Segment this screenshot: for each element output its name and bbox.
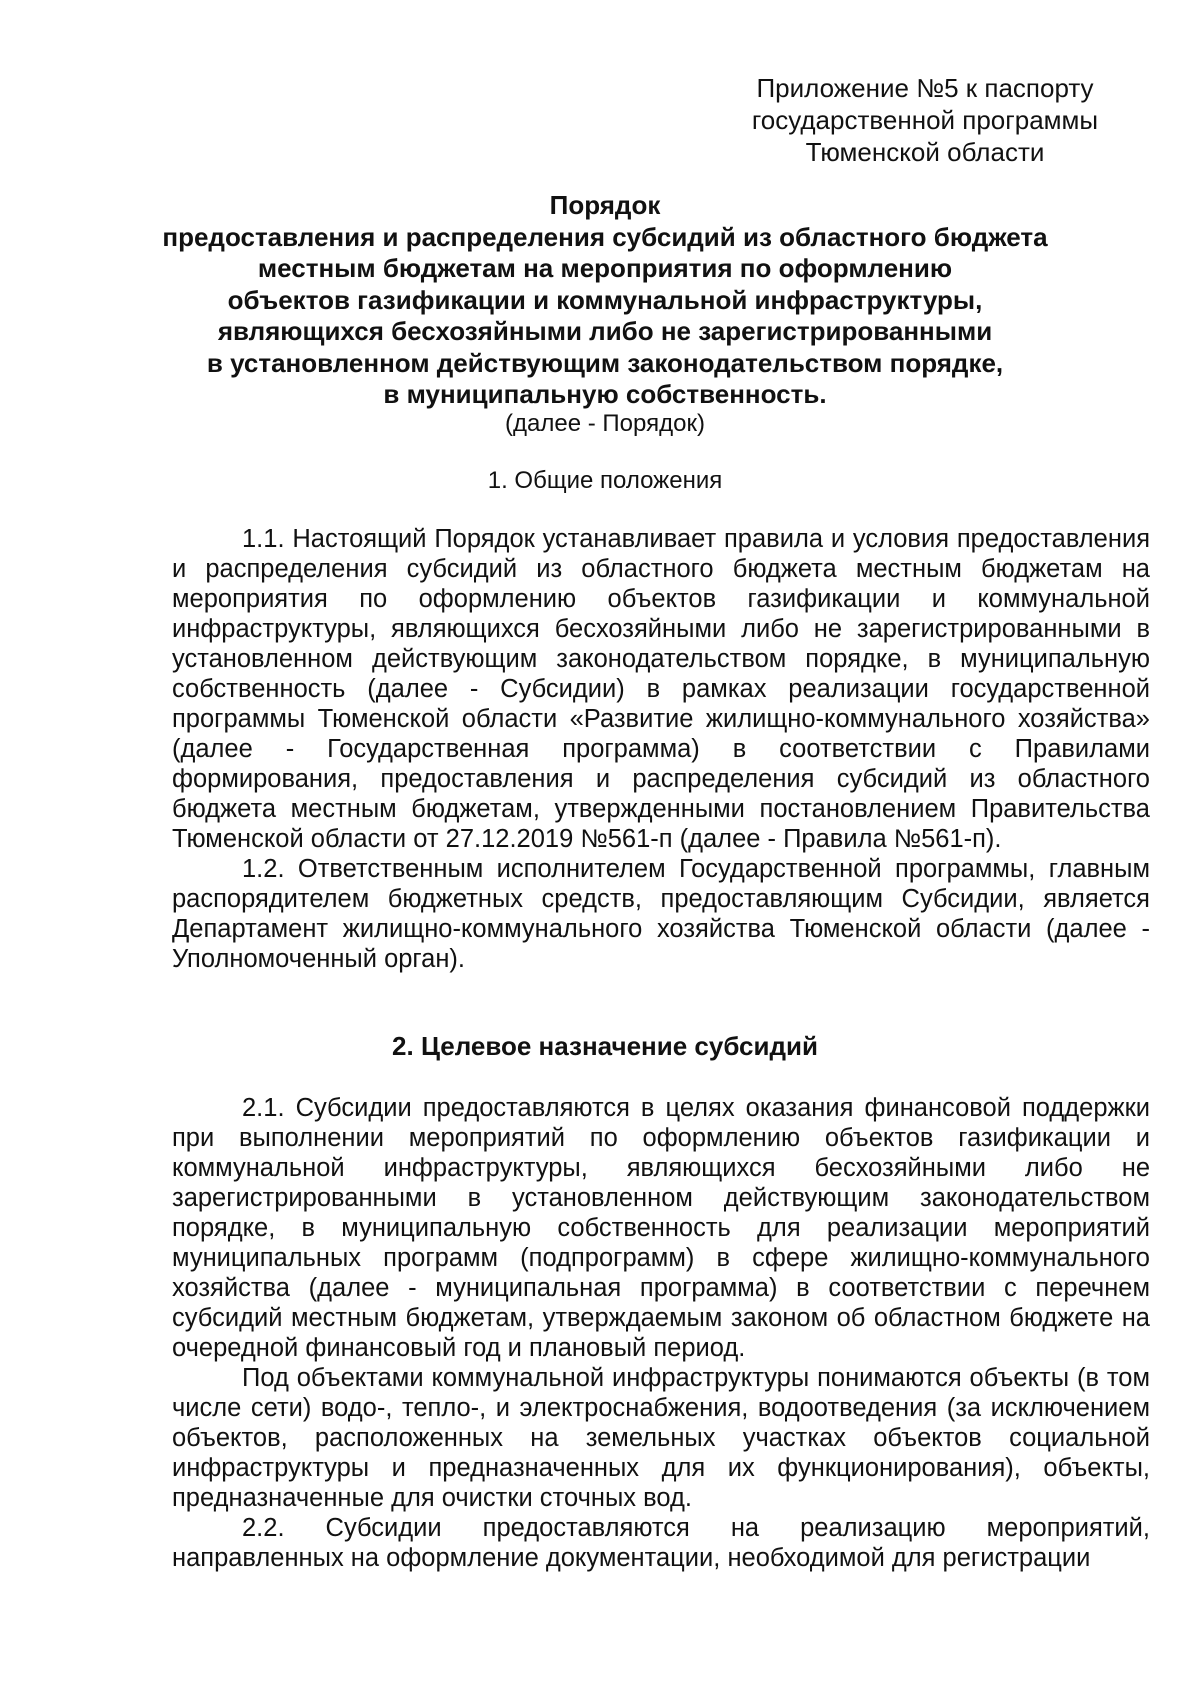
title-line-7: в муниципальную собственность. (383, 379, 827, 409)
title-line-6: в установленном действующим законодательством порядке, (206, 347, 1004, 378)
document-title (140, 190, 1070, 411)
section-1-heading: 1. Общие положения (487, 467, 723, 494)
title-line-2: предоставления и распределения субсидий из областного бюджета (162, 221, 1048, 252)
title-line-5: являющихся бесхозяйными либо не зарегистрированными (217, 316, 993, 346)
title-line-1: Порядок (549, 190, 661, 220)
document-subtitle: (далее - Порядок) (505, 410, 705, 437)
annex-line-1: Приложение №5 к паспорту (756, 73, 1094, 103)
paragraph-2-1: 2.1. Субсидии предоставляются в целях оказания финансовой поддержки при выполнении мероприятий по оформлению объектов газификации и коммунальной инфраструктуры, являющихся бесхозяйными либо не зарегистрированными в установленном действующим законодательством порядке, в муниципальную собственность для реализации мероприятий муниципальных программ (подпрограмм) в сфере жилищно-коммунального хозяйства (далее - муниципальная программа) в соответствии с перечнем субсидий местным бюджетам, утверждаемым законом об областном бюджете на очередной финансовый год и плановый период. (172, 1094, 1150, 1362)
annex-line-3: Тюменской области (805, 137, 1045, 167)
annex-line-2: государственной программы (751, 105, 1099, 135)
title-line-4: объектов газификации и коммунальной инфраструктуры, (227, 284, 983, 315)
section-1-body (172, 524, 1150, 974)
paragraph-2-definition: Под объектами коммунальной инфраструктуры понимаются объекты (в том числе сети) водо-, тепло-, и электроснабжения, водоотведения (за исключением объектов, расположенных на земельных участках объектов социальной инфраструктуры и предназначенных для их функционирования), объекты, предназначенные для очистки сточных вод. (172, 1364, 1150, 1512)
paragraph-2-2: 2.2. Субсидии предоставляются на реализацию мероприятий, направленных на оформление документации, необходимой для регистрации (172, 1514, 1150, 1572)
title-line-3: местным бюджетам на мероприятия по оформлению (257, 253, 953, 283)
section-2-body (172, 1093, 1150, 1573)
paragraph-1-1: 1.1. Настоящий Порядок устанавливает правила и условия предоставления и распределения субсидий из областного бюджета местным бюджетам на мероприятия по оформлению объектов газификации и коммунальной инфраструктуры, являющихся бесхозяйными либо не зарегистрированными в установленном действующим законодательством порядке, в муниципальную собственность (далее - Субсидии) в рамках реализации государственной программы Тюменской области «Развитие жилищно-коммунального хозяйства» (далее - Государственная программа) в соответствии с Правилами формирования, предоставления и распределения субсидий из областного бюджета местным бюджетам, утвержденными постановлением Правительства Тюменской области от 27.12.2019 №561-п (далее - Правила №561-п). (172, 525, 1150, 853)
paragraph-1-2: 1.2. Ответственным исполнителем Государственной программы, главным распорядителем бюджетных средств, предоставляющим Субсидии, является Департамент жилищно-коммунального хозяйства Тюменской области (далее - Уполномоченный орган). (172, 855, 1150, 973)
annex-note (700, 72, 1150, 168)
section-2-heading: 2. Целевое назначение субсидий (392, 1031, 818, 1061)
